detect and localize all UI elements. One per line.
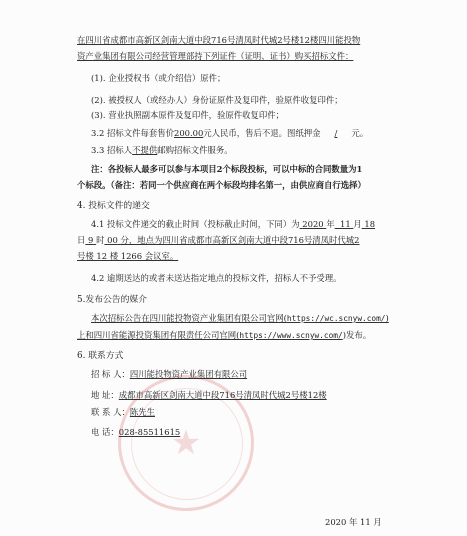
media-line-2: [77, 330, 371, 341]
deadline-month: [335, 219, 354, 229]
fee-prefix: 3.2 招标文件每套售价: [91, 128, 174, 138]
unit-hour: 时: [96, 235, 105, 245]
contact-label-bidder: 招 标 人：: [91, 369, 130, 379]
url-link-1[interactable]: https://wc.scnyw.com/: [286, 314, 386, 323]
media-line-1-suffix: ): [385, 313, 389, 323]
intro-line-2-text: 资产业集团有限公司经营管理部持下列证件（证明、证书）购买招标文件：: [77, 51, 354, 61]
unit-month: 月: [353, 219, 362, 229]
section-6-title: 6. 联系方式: [77, 351, 124, 361]
note-line-2: 个标段。（备注：若同一个供应商在两个标段均排名第一，由供应商自行选择）: [77, 180, 366, 190]
contact-value-bidder: 四川能投物资产业集团有限公司: [129, 369, 248, 379]
contact-value-person: 陈先生: [129, 407, 155, 417]
deadline-prefix: 4.1 投标文件递交的截止时间（投标截止时间，下同）为: [91, 219, 300, 229]
deadline-hour: [85, 235, 96, 245]
deadline-year-value: 2020: [302, 219, 324, 229]
fee-suffix: 元。: [351, 128, 369, 138]
deadline-line-2: [77, 235, 360, 246]
fee-deposit-value: /: [334, 128, 338, 138]
section-5-title: 5.发布公告的媒介: [77, 295, 147, 305]
contact-label-person: 联 系 人：: [91, 407, 130, 417]
intro-line-1: [77, 35, 360, 46]
contact-label-address: 地 址：: [91, 390, 119, 400]
mail-order-highlight: 不提供: [132, 145, 158, 155]
contact-row-address: [91, 390, 327, 401]
document-item-1: (1). 企业授权书（或介绍信）原件；: [91, 73, 226, 83]
footer-date: 2020 年 11 月: [325, 517, 382, 527]
deadline-minute-value: 00: [107, 235, 118, 245]
document-item-2: (2). 被授权人（或经办人）身份证原件及复印件，验原件收复印件；: [91, 95, 343, 105]
mail-order-prefix: 3.3 招标人: [91, 145, 133, 155]
late-submission-line: 4.2 逾期送达的或者未送达指定地点的投标文件，招标人不予受理。: [91, 273, 342, 283]
section-4-title: 4. 投标文件的递交: [77, 201, 150, 211]
media-line-1: [91, 313, 389, 324]
deadline-location: 分，地点为四川省成都市高新区剑南大道中段716号清凤时代城2: [120, 235, 360, 245]
contact-row-bidder: [91, 369, 247, 380]
deadline-line-1: [91, 219, 375, 230]
contact-value-address: 成都市高新区剑南大道中段716号清凤时代城2号楼12楼: [118, 390, 327, 400]
media-line-2-prefix: 上和四川省能源投资集团有限责任公司官网(: [77, 330, 240, 340]
contact-label-phone: 电 话：: [91, 427, 119, 437]
seal-star-icon: ★: [170, 423, 202, 463]
fee-amount: 200.00: [173, 128, 204, 138]
media-line-2-suffix: )发布。: [342, 330, 372, 340]
media-line-1-prefix: 本次招标公告在四川能投物资产业集团有限公司官网(: [91, 313, 287, 323]
deadline-year: [300, 219, 327, 229]
mail-order-suffix: 邮购招标文件服务。: [157, 145, 233, 155]
deadline-hour-value: 9: [88, 235, 94, 245]
note-line-1: 注：各投标人最多可以参与本项目2个标段投标，可以中标的合同数量为1: [91, 164, 363, 174]
fee-deposit: [321, 128, 352, 138]
deadline-day-value: 18: [364, 219, 376, 229]
deadline-room: 号楼 12 楼 1266 会议室。: [77, 251, 179, 261]
url-link-2[interactable]: https://www.scnyw.com/: [239, 331, 343, 340]
deadline-line-3: [77, 251, 178, 262]
document-item-3: (3). 营业执照副本原件及复印件，验原件收复印件；: [91, 110, 285, 120]
intro-line-2: [77, 51, 353, 62]
intro-line-1-text: 在四川省成都市高新区剑南大道中段716号清凤时代城2号楼12楼四川能投物: [77, 35, 361, 45]
deadline-month-value: 11: [339, 219, 351, 229]
contact-row-phone: [91, 427, 180, 438]
contact-row-person: [91, 407, 155, 418]
fee-mid: 元人民币，售后不退。图纸押金: [203, 128, 321, 138]
deadline-day: [362, 219, 375, 229]
deadline-minute: [104, 235, 120, 245]
fee-line: [91, 128, 368, 139]
unit-day: 日: [77, 235, 86, 245]
mail-order-line: [91, 145, 233, 156]
contact-value-phone: 028-85511615: [118, 427, 181, 437]
unit-year: 年: [326, 219, 335, 229]
